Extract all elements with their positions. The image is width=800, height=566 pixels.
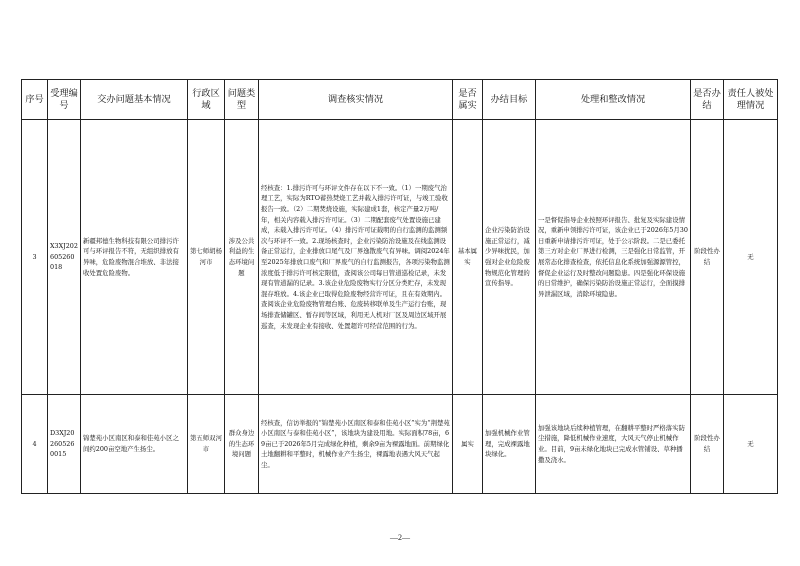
cell-verified: 基本属实 <box>453 120 483 395</box>
header-investigation: 调查核实情况 <box>259 80 453 120</box>
page-number: —2— <box>390 533 410 542</box>
cell-region: 第七师胡杨河市 <box>188 120 225 395</box>
cell-accountability: 无 <box>724 120 778 395</box>
cell-type: 涉及公共利益的生态环境问题 <box>225 120 259 395</box>
header-goal: 办结目标 <box>483 80 536 120</box>
cell-investigation: 经核查：1.排污许可与环评文件存在以下不一致。（1）一期废气治理工艺，实际为RTO蓄热焚烧工艺并载入排污许可证，与竣工验收报告一致。（2）二期焚烧设施，实际建成1套，核定产量2万吨/年，相关内容载入排污许可证。（3）二期配套废气处置设施已建成，未载入排污许可证。（4）排污许可证载明的自行监测的监测频次与环评不一致。2.现场核查时，企业污染防治设施及在线监测设备正常运行，企业排放口尾气及厂界逸散废气有异味。调阅2024年至2025年排放口废气和厂界废气的自行监测报告，各项污染物监测浓度低于排污许可核定限值，查阅该公司每日管道巡检记录，未发现有管道漏的记录。3.该企业危险废物实行分区分类贮存，未发现混存堆放。4.该企业已取得危险废物经营许可证，且在有效期内。查阅该企业危险废物管理台账、危废转移联单及生产运行台账，现场排查储罐区、暂存间等区域，利用无人机对厂区及周边区域开展巡查，未发现企业有接收、处置超许可经营范围的行为。 <box>259 120 453 395</box>
header-handling: 处理和整改情况 <box>536 80 691 120</box>
cell-seq: 3 <box>22 120 48 395</box>
table-row <box>22 120 778 395</box>
header-seq: 序号 <box>22 80 48 120</box>
complaint-table <box>21 79 778 494</box>
cell-id: X3XJ202605260018 <box>48 120 81 395</box>
cell-handling: 一是督促指导企业按照环评报告、批复及实际建设情况，重新申领排污许可证，该企业已于2026年5月30日重新申请排污许可证，处于公示阶段。二是已委托第三方对企业厂界进行检测，三是强化日常监管，开展常态化排查检查，依托信息化系统加强源源管控，督促企业运行及时整改问题隐患。四是强化环保设施的日常维护，确保污染防治设施正常运行，全面摸排异泄漏区域，消除环境隐患。 <box>536 120 691 395</box>
cell-closed: 阶段性办结 <box>691 120 724 395</box>
header-type: 问题类型 <box>225 80 259 120</box>
cell-verified: 属实 <box>453 395 483 494</box>
cell-goal: 加强机械作业管理，完成裸露地块绿化。 <box>483 395 536 494</box>
cell-region: 第五师双河市 <box>188 395 225 494</box>
header-region: 行政区域 <box>188 80 225 120</box>
cell-id: D3XJ202605260015 <box>48 395 81 494</box>
cell-accountability: 无 <box>724 395 778 494</box>
header-id: 受理编号 <box>48 80 81 120</box>
cell-goal: 企业污染防治设施正常运行，减少异味扰民，加强对企业危险废物规范化管理的宣传指导。 <box>483 120 536 395</box>
header-accountability: 责任人被处理情况 <box>724 80 778 120</box>
table-row <box>22 395 778 494</box>
cell-issue: 新疆邦德生物科技有限公司排污许可与环评报告不符，无组织排放有异味，危险废物混合堆放、非法接收处置危险废物。 <box>81 120 188 395</box>
cell-type: 群众身边的生态环境问题 <box>225 395 259 494</box>
header-closed: 是否办结 <box>691 80 724 120</box>
cell-issue: 锦楚苑小区南区和泰和佳苑小区之间约200亩空地产生扬尘。 <box>81 395 188 494</box>
header-issue: 交办问题基本情况 <box>81 80 188 120</box>
table-header-row <box>22 80 778 120</box>
cell-seq: 4 <box>22 395 48 494</box>
cell-investigation: 经核查，信访举报的“锦楚苑小区南区和泰和佳苑小区”实为“荆楚苑小区南区与泰和佳苑小区”，该地块为建设用地。实际面积78亩，69亩已于2026年5月完成绿化种植，剩余9亩为裸露地面。前期绿化土地翻耕和平整时，机械作业产生扬尘，裸露地表遇大风天气起尘。 <box>259 395 453 494</box>
header-verified: 是否属实 <box>453 80 483 120</box>
cell-handling: 加强该地块后续种植管理，在翻耕平整时严格落实防尘措施，降低机械作业速度，大风天气停止机械作业。目前，9亩未绿化地块已完成水管铺设、草种播撒及浇水。 <box>536 395 691 494</box>
cell-closed: 阶段性办结 <box>691 395 724 494</box>
